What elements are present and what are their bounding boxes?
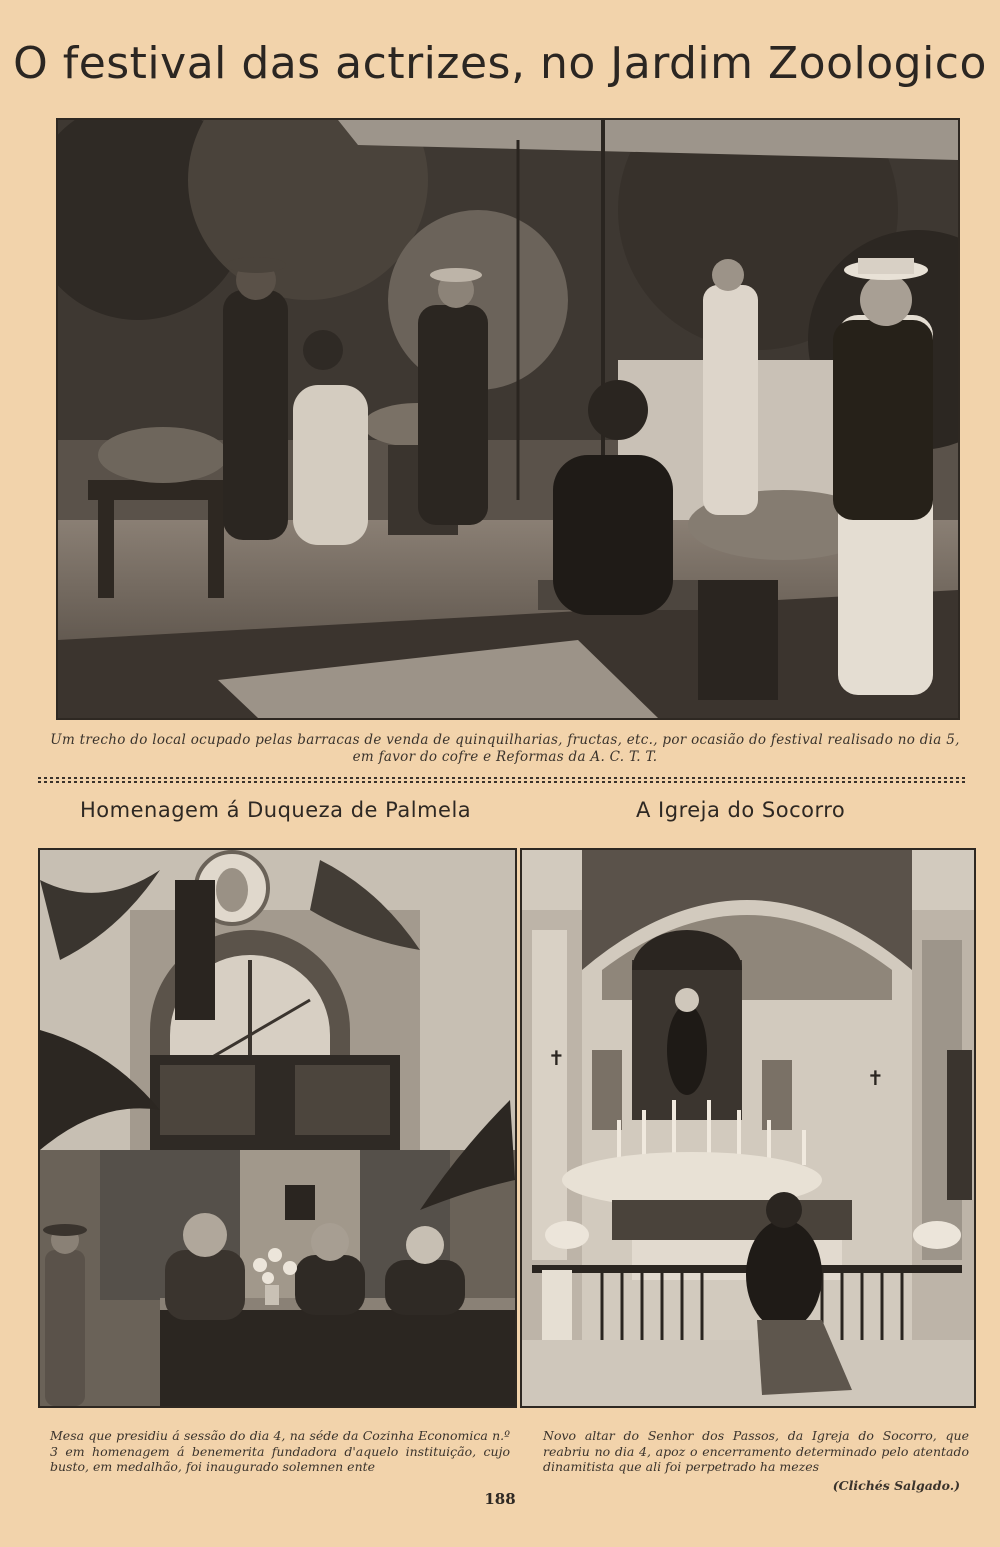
svg-text:✝: ✝ xyxy=(548,1046,565,1070)
festival-caption-line-2: em favor do cofre e Reformas da A. C. T. T. xyxy=(352,749,658,765)
festival-photo xyxy=(56,118,960,720)
festival-caption xyxy=(40,732,970,766)
dotted-divider xyxy=(38,777,966,783)
page-headline: O festival das actrizes, no Jardim Zoologico xyxy=(13,38,987,89)
church-title: A Igreja do Socorro xyxy=(636,798,846,822)
homage-title: Homenagem á Duqueza de Palmela xyxy=(80,798,472,822)
church-photo xyxy=(520,848,976,1408)
page-number: 188 xyxy=(484,1490,516,1508)
festival-caption-line-1: Um trecho do local ocupado pelas barracas de venda de quinquilharias, fructas, etc., por ocasião do festival realisado no dia 5, xyxy=(50,732,960,748)
photo-credit: (Clichés Salgado.) xyxy=(832,1478,960,1493)
homage-photo xyxy=(38,848,517,1408)
church-caption: Novo altar do Senhor dos Passos, da Igreja do Socorro, que reabriu no dia 4, apoz o encerramento determinado pelo atentado dinamitista que ali foi perpetrado ha mezes xyxy=(543,1428,969,1474)
svg-text:✝: ✝ xyxy=(867,1066,884,1090)
homage-caption: Mesa que presidiu á sessão do dia 4, na séde da Cozinha Economica n.º 3 em homenagem á benemerita fundadora d'aquelo instituição, cujo busto, em medalhão, foi inaugurado solemnen ente xyxy=(50,1428,510,1474)
